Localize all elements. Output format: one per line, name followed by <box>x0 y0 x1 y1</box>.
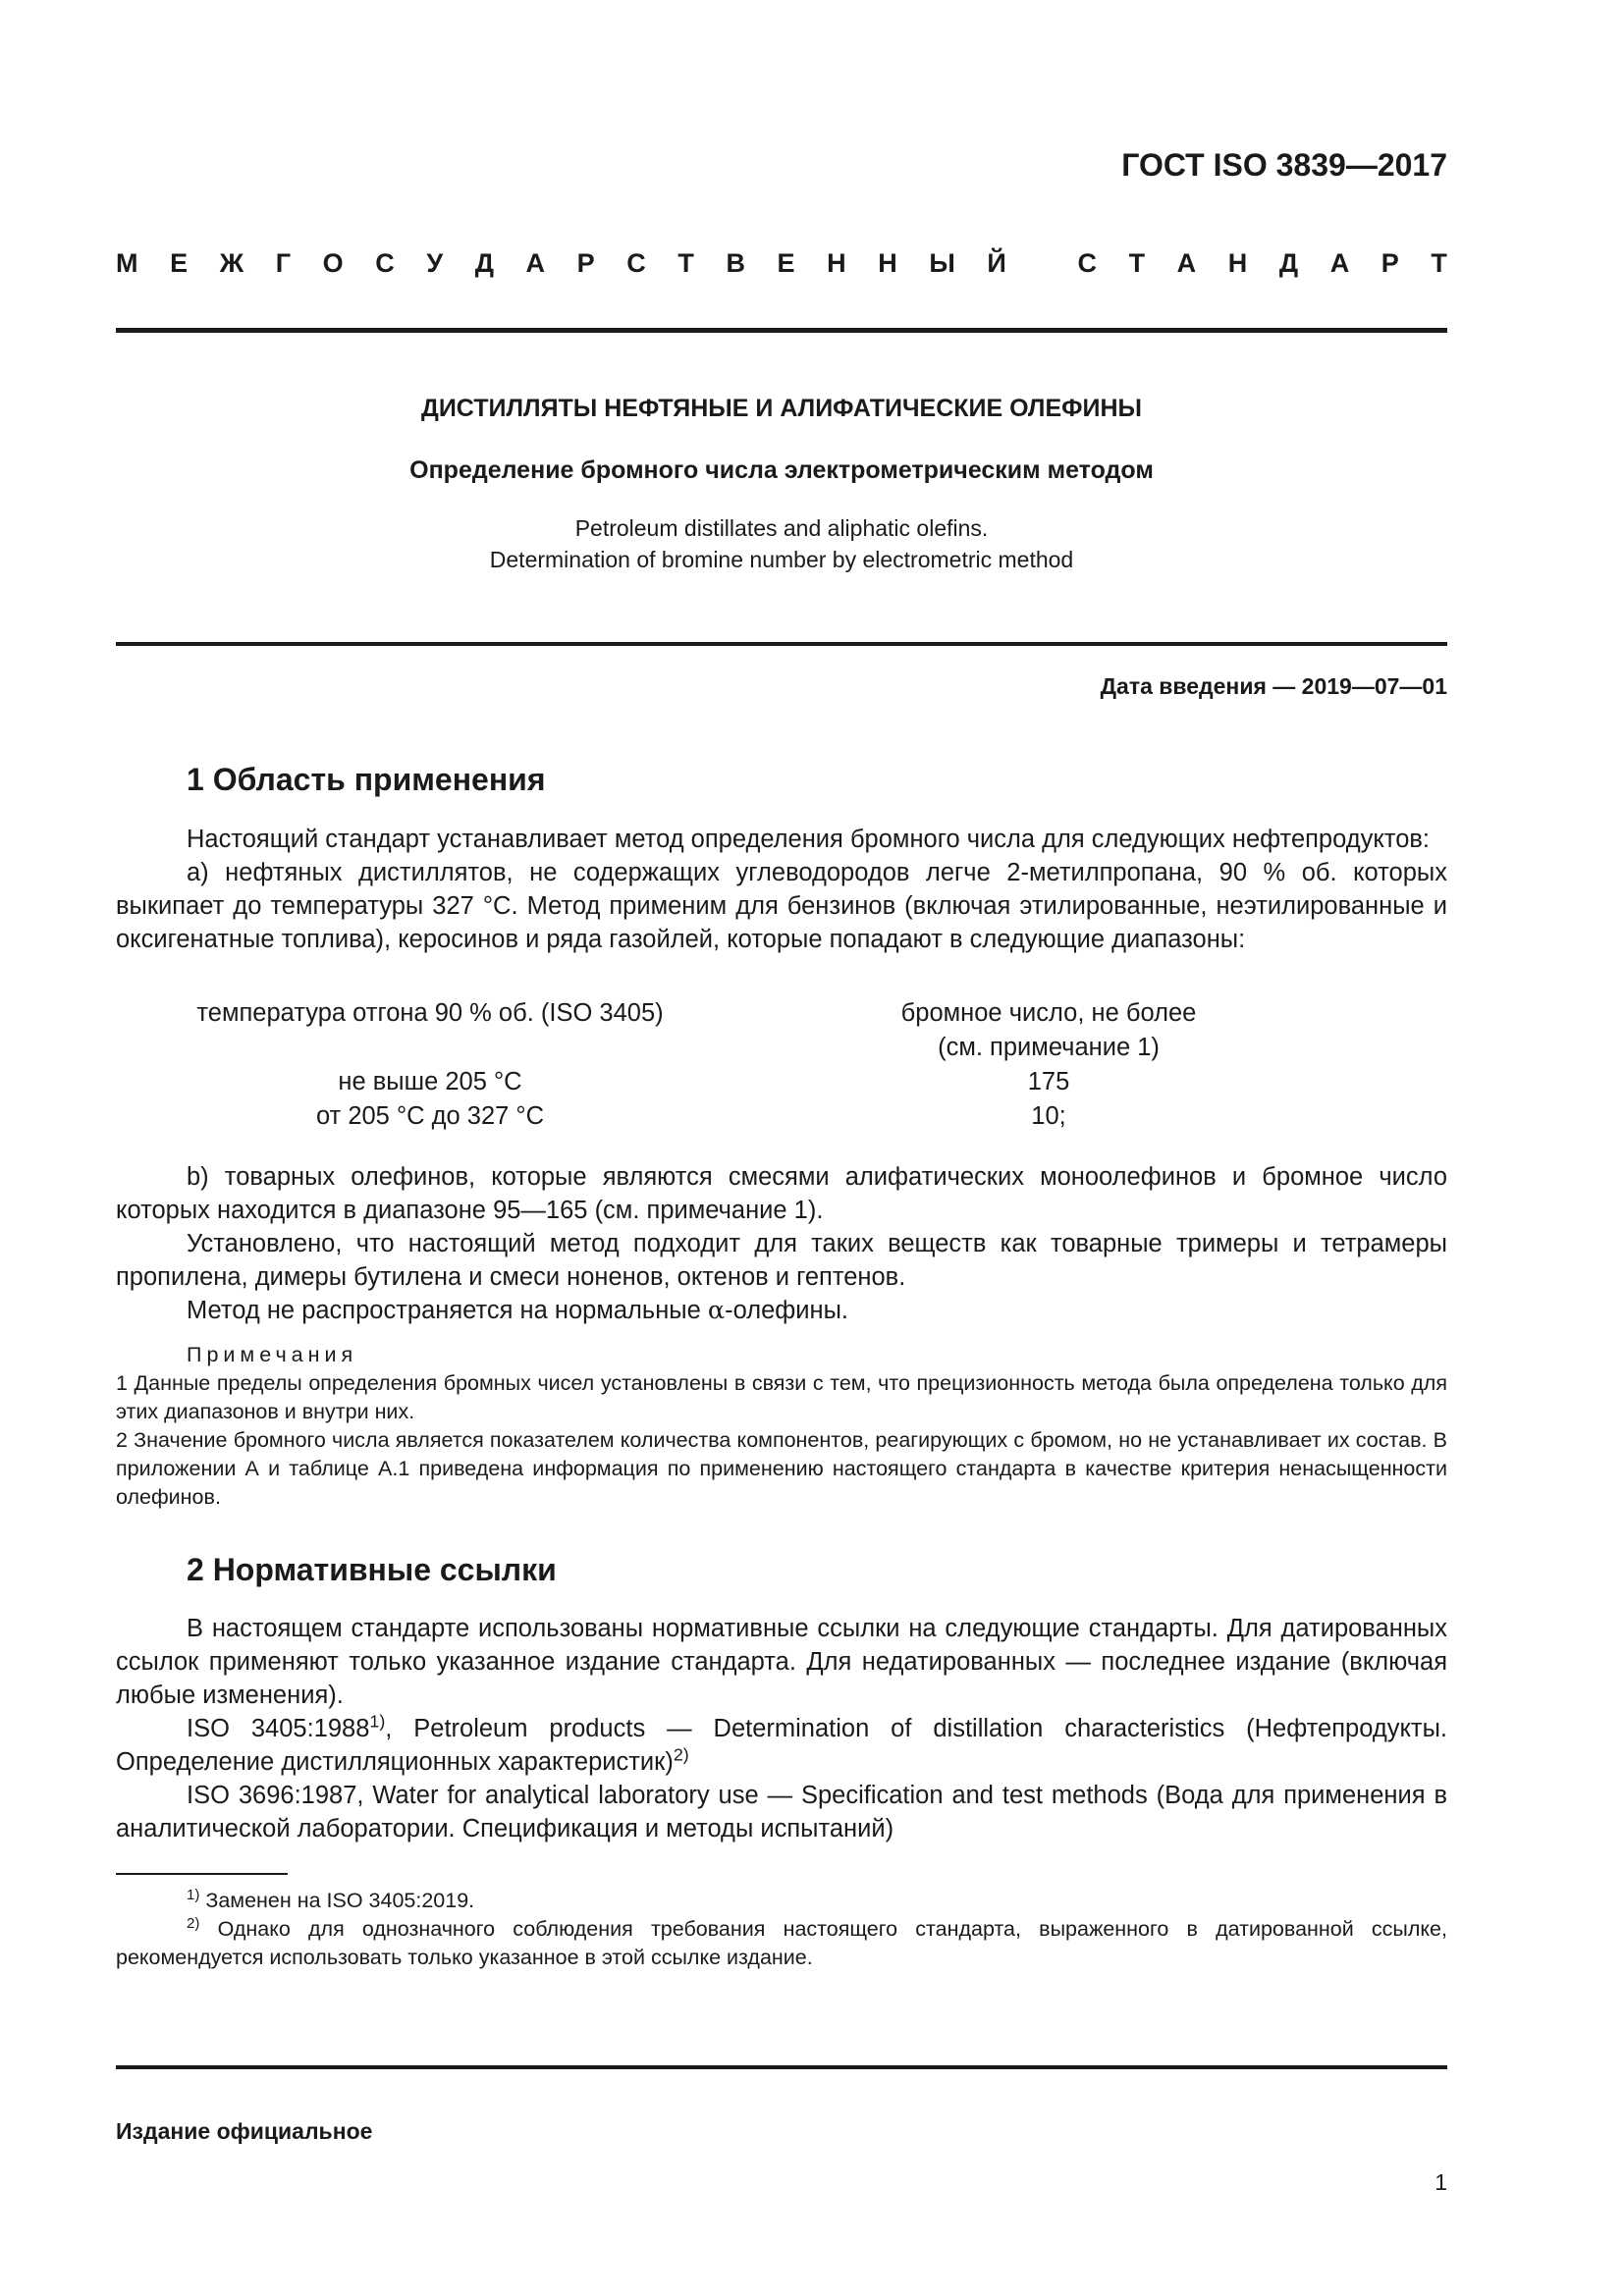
section-1-paragraph: a) нефтяных дистиллятов, не содержащих углеводородов легче 2-метилпропана, 90 % об. которых выкипает до температуры 327 °С. Метод применим для бензинов (включая этилированные, неэтилированные и оксигенатные топлива), керосинов и ряда газойлей, которые попадают в следующие диапазоны: <box>116 859 1447 953</box>
footnote-1 <box>116 1887 1447 1915</box>
footnote-separator <box>116 1873 288 1875</box>
range-table-col2-header-line2: (см. примечание 1) <box>938 1034 1160 1061</box>
section-1-paragraph: b) товарных олефинов, которые являются смесями алифатических моноолефинов и бромное число которых находится в диапазоне 95—165 (см. примечание 1). <box>116 1163 1447 1224</box>
footnotes-block <box>116 1887 1447 1972</box>
banner-letter: Ы <box>929 248 955 278</box>
normative-reference-iso3405 <box>116 1712 1447 1779</box>
banner-letter: С <box>375 248 395 278</box>
official-edition-label: Издание официальное <box>116 2118 373 2144</box>
banner-gap <box>1038 248 1046 279</box>
banner-letter: С <box>626 248 646 278</box>
footnote-ref-1[interactable]: 1) <box>369 1711 386 1732</box>
banner-letter: Й <box>987 248 1006 278</box>
section-1-heading: 1 Область применения <box>187 762 546 797</box>
footer-rule <box>116 2065 1447 2069</box>
title-rule <box>116 642 1447 646</box>
text-fragment: Метод не распространяется на нормальные <box>187 1297 708 1324</box>
banner-letter: М <box>116 248 138 278</box>
banner-letter: Н <box>827 248 846 278</box>
range-table-col2-header-line1: бромное число, не более <box>900 999 1197 1027</box>
banner-letter: Е <box>170 248 189 278</box>
section-2-paragraph: В настоящем стандарте использованы нормативные ссылки на следующие стандарты. Для датированных ссылок применяют только указанное издание стандарта. Для недатированных — последнее издание (включая любые изменения). <box>116 1615 1447 1709</box>
banner-letter: Т <box>677 248 694 278</box>
range-table-header <box>116 996 1447 1065</box>
introduction-date: Дата введения — 2019—07—01 <box>1100 673 1447 699</box>
footnote-text: Однако для однозначного соблюдения требования настоящего стандарта, выраженного в датированной ссылке, рекомендуется использовать только указанное в этой ссылке издание. <box>116 1917 1447 1969</box>
banner-letter: Ж <box>219 248 244 278</box>
page-number: 1 <box>1435 2169 1447 2195</box>
footnote-mark: 2) <box>187 1914 200 1932</box>
section-2-heading: 2 Нормативные ссылки <box>187 1552 557 1587</box>
range-table-col2-header <box>744 996 1353 1065</box>
range-table-col1-header: температура отгона 90 % об. (ISO 3405) <box>196 999 664 1027</box>
banner-letter: Е <box>777 248 795 278</box>
banner-letter: А <box>1176 248 1197 278</box>
range-table-cell-range: от 205 °С до 327 °С <box>315 1102 545 1130</box>
section-1-body-continued <box>116 1160 1447 1327</box>
banner-letter: Д <box>474 248 494 278</box>
section-1-body <box>116 823 1447 956</box>
footnote-ref-2[interactable]: 2) <box>673 1744 689 1765</box>
note-1: 1 Данные пределы определения бромных чисел установлены в связи с тем, что прецизионность метода была определена только для этих диапазонов и внутри них. <box>116 1371 1447 1423</box>
range-table-row <box>116 1099 1447 1134</box>
text-fragment: , Petroleum products — Determination of distillation characteristics (Нефтепродукты. Определение дистилляционных характеристик) <box>116 1715 1447 1776</box>
banner-letter: С <box>1077 248 1097 278</box>
banner-letter: У <box>426 248 444 278</box>
range-table <box>116 996 1447 1134</box>
text-fragment: ISO 3405:1988 <box>187 1715 370 1742</box>
title-russian: ДИСТИЛЛЯТЫ НЕФТЯНЫЕ И АЛИФАТИЧЕСКИЕ ОЛЕФИНЫ <box>421 395 1142 422</box>
header-rule <box>116 328 1447 333</box>
section-2-body <box>116 1612 1447 1845</box>
note-2: 2 Значение бромного числа является показателем количества компонентов, реагирующих с бромом, но не устанавливает их состав. В приложении А и таблице А.1 приведена информация по применению настоящего стандарта в качестве критерия ненасыщенности олефинов. <box>116 1428 1447 1509</box>
banner-letter: Г <box>275 248 292 278</box>
text-fragment: -олефины. <box>725 1297 849 1324</box>
range-table-cell-value: 10; <box>1031 1102 1066 1130</box>
banner-letter: В <box>726 248 745 278</box>
banner-letter: О <box>322 248 344 278</box>
alpha-symbol: α <box>707 1296 726 1325</box>
section-1-paragraph <box>116 1294 1447 1327</box>
title-english-line1: Petroleum distillates and aliphatic olefins. <box>574 515 989 541</box>
range-table-cell-range: не выше 205 °С <box>338 1068 522 1095</box>
section-1-paragraph: Настоящий стандарт устанавливает метод определения бромного числа для следующих нефтепродуктов: <box>187 826 1431 853</box>
document-number: ГОСТ ISO 3839—2017 <box>1121 147 1447 183</box>
footnote-text: Заменен на ISO 3405:2019. <box>199 1889 475 1912</box>
banner-letter: Р <box>576 248 595 278</box>
banner-letter: А <box>525 248 546 278</box>
section-1-paragraph: Установлено, что настоящий метод подходит для таких веществ как товарные тримеры и тетрамеры пропилена, димеры бутилена и смеси ноненов, октенов и гептенов. <box>116 1230 1447 1291</box>
notes-block <box>116 1341 1447 1512</box>
title-english-line2: Determination of bromine number by electrometric method <box>489 547 1074 572</box>
notes-heading: Примечания <box>187 1343 358 1366</box>
footnote-2 <box>116 1915 1447 1972</box>
banner-letter: А <box>1329 248 1350 278</box>
subtitle-russian: Определение бромного числа электрометрическим методом <box>409 456 1154 484</box>
footnote-mark: 1) <box>187 1886 200 1903</box>
title-english <box>116 512 1447 575</box>
banner-letter: Т <box>1128 248 1146 278</box>
interstate-standard-banner <box>116 248 1447 279</box>
banner-letter: Н <box>878 248 897 278</box>
range-table-cell-value: 175 <box>1027 1068 1070 1095</box>
banner-letter: Д <box>1278 248 1299 278</box>
banner-letter: Р <box>1380 248 1399 278</box>
banner-letter: Н <box>1227 248 1248 278</box>
range-table-row <box>116 1065 1447 1099</box>
banner-letter: Т <box>1431 248 1447 278</box>
normative-reference-iso3696: ISO 3696:1987, Water for analytical laboratory use — Specification and test methods (Вода для применения в аналитической лаборатории. Спецификация и методы испытаний) <box>116 1782 1447 1842</box>
